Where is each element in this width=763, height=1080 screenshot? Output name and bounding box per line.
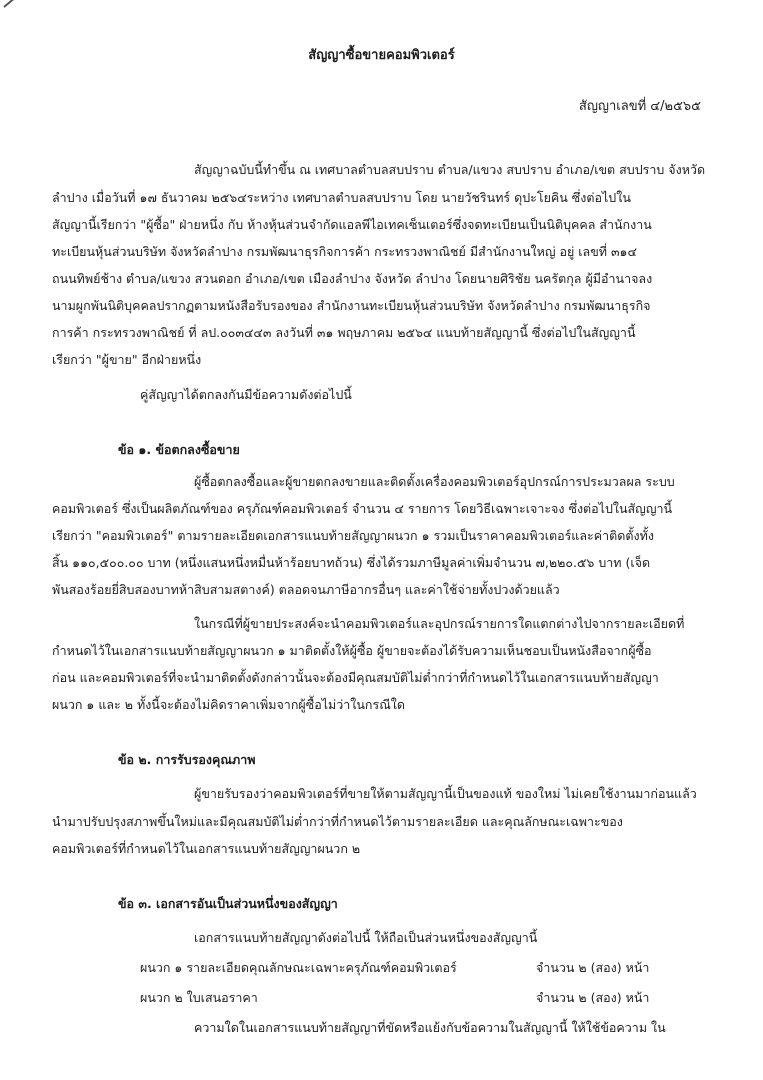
annex-1-label: ผนวก ๑ รายละเอียดคุณลักษณะเฉพาะครุภัณฑ์คอมพิวเตอร์ <box>140 960 457 975</box>
annex-2-label: ผนวก ๒ ใบเสนอราคา <box>140 990 258 1005</box>
clause-1-line: ในกรณีที่ผู้ขายประสงค์จะนำคอมพิวเตอร์และอุปกรณ์รายการใดแตกต่างไปจากรายละเอียดที่ <box>194 616 685 631</box>
annex-1-quantity: จำนวน ๒ (สอง) หน้า <box>536 960 650 975</box>
contract-number: สัญญาเลขที่ ๔/๒๕๖๕ <box>578 99 701 114</box>
clause-2-line: นำมาปรับปรุงสภาพขึ้นใหม่และมีคุณสมบัติไม่ต่ำกว่าที่กำหนดไว้ตามรายละเอียด และคุณลักษณะเฉพาะของ <box>52 814 623 829</box>
clause-1-line: เรียกว่า "คอมพิวเตอร์" ตามรายละเอียดเอกสารแนบท้ายสัญญาผนวก ๑ รวมเป็นราคาคอมพิวเตอร์และค่าติดตั้งทั้ง <box>52 528 654 543</box>
preamble-line: ลำปาง เมื่อวันที่ ๑๗ ธันวาคม ๒๕๖๔ระหว่าง เทศบาลตำบลสบปราบ โดย นายวัชรินทร์ ดุปะโยคิน ซึ่งต่อไปใน <box>52 190 631 205</box>
preamble-line: เรียกว่า "ผู้ขาย" อีกฝ่ายหนึ่ง <box>52 352 202 367</box>
annex-2-quantity: จำนวน ๒ (สอง) หน้า <box>536 990 650 1005</box>
clause-3-closing: ความใดในเอกสารแนบท้ายสัญญาที่ขัดหรือแย้งกับข้อความในสัญญานี้ ให้ใช้ข้อความ ใน <box>194 1020 666 1035</box>
clause-1-line: คอมพิวเตอร์ ซึ่งเป็นผลิตภัณฑ์ของ ครุภัณฑ์คอมพิวเตอร์ จำนวน ๔ รายการ โดยวิธีเฉพาะเจาะจง ซึ่งต่อไปในสัญญานี้ <box>52 501 673 516</box>
clause-1-line: พันสองร้อยยี่สิบสองบาทห้าสิบสามสตางค์) ตลอดจนภาษีอากรอื่นๆ และค่าใช้จ่ายทั้งปวงด้วยแล้ว <box>52 582 560 597</box>
clause-1-line: สิ้น ๑๑๐,๕๐๐.๐๐ บาท (หนึ่งแสนหนึ่งหมื่นห้าร้อยบาทถ้วน) ซึ่งได้รวมภาษีมูลค่าเพิ่มจำนวน ๗,๒๒๐.๕๖ บาท (เจ็ด <box>52 555 651 570</box>
preamble-line: ถนนทิพย์ช้าง ตำบล/แขวง สวนดอก อำเภอ/เขต เมืองลำปาง จังหวัด ลำปาง โดยนายศิริชัย นครัตกุล ผู้มีอำนาจลง <box>52 271 653 286</box>
preamble-line: ทะเบียนหุ้นส่วนบริษัท จังหวัดลำปาง กรมพัฒนาธุรกิจการค้า กระทรวงพาณิชย์ มีสำนักงานใหญ่ อยู่ เลขที่ ๓๑๔ <box>52 244 637 259</box>
clause-2-line: ผู้ขายรับรองว่าคอมพิวเตอร์ที่ขายให้ตามสัญญานี้เป็นของแท้ ของใหม่ ไม่เคยใช้งานมาก่อนแล้ว <box>194 786 697 801</box>
agreement-line: คู่สัญญาได้ตกลงกันมีข้อความดังต่อไปนี้ <box>140 387 352 402</box>
clause-1-line: กำหนดไว้ในเอกสารแนบท้ายสัญญาผนวก ๑ มาติดตั้งให้ผู้ซื้อ ผู้ขายจะต้องได้รับความเห็นชอบเป็นหนังสือจากผู้ซื้อ <box>52 643 652 658</box>
clause-1-line: ก่อน และคอมพิวเตอร์ที่จะนำมาติดตั้งดังกล่าวนั้นจะต้องมีคุณสมบัติไม่ต่ำกว่าที่กำหนดไว้ในเอกสารแนบท้ายสัญญา <box>52 670 659 685</box>
clause-1-line: ผู้ซื้อตกลงซื้อและผู้ขายตกลงขายและติดตั้งเครื่องคอมพิวเตอร์อุปกรณ์การประมวลผล ระบบ <box>194 474 675 489</box>
preamble-line: นามผูกพันนิติบุคคลปรากฏตามหนังสือรับรองของ สำนักงานทะเบียนหุ้นส่วนบริษัท จังหวัดลำปาง กรมพัฒนาธุรกิจ <box>52 298 651 313</box>
scan-corner-mark <box>3 0 21 8</box>
preamble-line: การค้า กระทรวงพาณิชย์ ที่ ลป.๐๐๓๔๔๓ ลงวันที่ ๓๑ พฤษภาคม ๒๕๖๔ แนบท้ายสัญญานี้ ซึ่งต่อไปในสัญญานี้ <box>52 325 636 340</box>
clause-2-line: คอมพิวเตอร์ที่กำหนดไว้ในเอกสารแนบท้ายสัญญาผนวก ๒ <box>52 841 361 856</box>
preamble-line: สัญญานี้เรียกว่า "ผู้ซื้อ" ฝ่ายหนึ่ง กับ ห้างหุ้นส่วนจำกัดแอลพีไอเทคเซ็นเตอร์ซึ่งจดทะเบียนเป็นนิติบุคคล สำนักงาน <box>52 217 652 232</box>
clause-3-heading: ข้อ ๓. เอกสารอันเป็นส่วนหนึ่งของสัญญา <box>118 896 338 911</box>
clause-3-intro: เอกสารแนบท้ายสัญญาดังต่อไปนี้ ให้ถือเป็นส่วนหนึ่งของสัญญานี้ <box>194 930 538 945</box>
clause-1-heading: ข้อ ๑. ข้อตกลงซื้อขาย <box>118 442 240 457</box>
clause-2-heading: ข้อ ๒. การรับรองคุณภาพ <box>118 752 256 767</box>
preamble-line: สัญญาฉบับนี้ทำขึ้น ณ เทศบาลตำบลสบปราบ ตำบล/แขวง สบปราบ อำเภอ/เขต สบปราบ จังหวัด <box>194 162 706 177</box>
document-title: สัญญาซื้อขายคอมพิวเตอร์ <box>308 48 455 63</box>
clause-1-line: ผนวก ๑ และ ๒ ทั้งนี้จะต้องไม่คิดราคาเพิ่มจากผู้ซื้อไม่ว่าในกรณีใด <box>52 697 406 712</box>
